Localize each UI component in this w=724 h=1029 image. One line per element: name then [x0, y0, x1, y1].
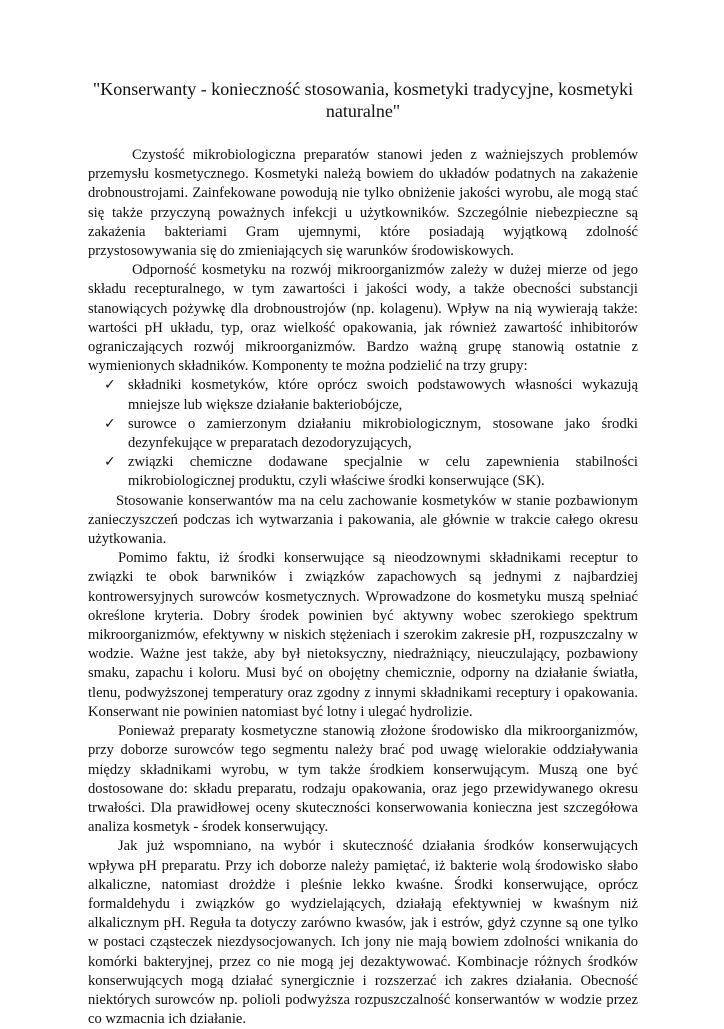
paragraph-interactions: Ponieważ preparaty kosmetyczne stanowią złożone środowisko dla mikroorganizmów, przy doborze surowców tego segmentu należy brać pod uwagę wielorakie oddziaływania między składnikami wyrobu, w tym także środkiem konserwującym. Muszą one być dostosowane do: składu preparatu, rodzaju opakowania, oraz jego przewidywanego okresu trwałości. Dla prawidłowej oceny skuteczności konserwowania konieczna jest szczegółowa analiza kosmetyk - środek konserwujący. — [88, 723, 638, 836]
list-item — [104, 415, 638, 453]
list-item — [104, 376, 638, 414]
paragraph-purpose: Stosowanie konserwantów ma na celu zachowanie kosmetyków w stanie pozbawionym zanieczyszczeń podczas ich wytwarzania i pakowania, ale głównie w trakcie całego okresu użytkowania. — [88, 492, 638, 548]
document-title: "Konserwanty - konieczność stosowania, kosmetyki tradycyjne, kosmetyki naturalne" — [92, 79, 634, 121]
paragraph-intro: Czystość mikrobiologiczna preparatów stanowi jeden z ważniejszych problemów przemysłu kosmetycznego. Kosmetyki należą bowiem do układów podatnych na zakażenie drobnoustrojami. Zainfekowane powodują nie tylko obniżenie jakości wyrobu, ale mogą stać się także przyczyną poważnych infekcji u użytkowników. Szczególnie niebezpieczne są zakażenia bakteriami Gram ujemnymi, które posiadają wyjątkową zdolność przystosowywania się do zmieniających się warunków środowiskowych. — [88, 147, 638, 260]
paragraph-criteria: Pomimo faktu, iż środki konserwujące są nieodzownymi składnikami receptur to związki te obok barwników i związków zapachowych są jednymi z najbardziej kontrowersyjnych surowców kosmetycznych. Wprowadzone do kosmetyku muszą spełniać określone kryteria. Dobry środek powinien być aktywny wobec szerokiego spektrum mikroorganizmów, efektywny w niskich stężeniach i szerokim zakresie pH, rozpuszczalny w wodzie. Ważne jest także, aby był nietoksyczny, niedrażniący, nieuczulający, pozbawiony smaku, zapachu i koloru. Musi być on obojętny chemicznie, odporny na działanie światła, tlenu, podwyższonej temperatury oraz zgodny z innymi składnikami receptury i opakowania. Konserwant nie powinien natomiast być lotny i ulegać hydrolizie. — [88, 550, 638, 720]
checkmark-icon: ✓ — [104, 454, 116, 471]
list-item-text: surowce o zamierzonym działaniu mikrobiologicznym, stosowane jako środki dezynfekujące w preparatach dezodoryzujących, — [128, 415, 638, 452]
list-item-text: związki chemiczne dodawane specjalnie w celu zapewnienia stabilności mikrobiologicznej produktu, czyli właściwe środki konserwujące (SK). — [128, 454, 638, 490]
checkmark-icon: ✓ — [104, 377, 116, 394]
list-item — [104, 453, 638, 491]
paragraph-ph: Jak już wspomniano, na wybór i skuteczność działania środków konserwujących wpływa pH preparatu. Przy ich doborze należy pamiętać, iż bakterie wolą środowisko słabo alkaliczne, natomiast drożdże i pleśnie lekko kwaśne. Środki konserwujące, oprócz formaldehydu i związków go wydzielających, działają efektywniej w kwaśnym niż alkalicznym pH. Reguła ta dotyczy zarówno kwasów, jak i estrów, gdyż czynne są one tylko w postaci cząsteczek niezdysocjowanych. Ich jony nie mają bowiem zdolności wnikania do komórki bakteryjnej, przez co nie mogą jej dezaktywować. Kombinacje różnych środków konserwujących mogą działać synergicznie i rozszerzać ich zakres działania. Obecność niektórych surowców np. polioli podwyższa rozpuszczalność konserwantów w wodzie przez co wzmacnia ich działanie. — [88, 838, 638, 1028]
paragraph-resistance: Odporność kosmetyku na rozwój mikroorganizmów zależy w dużej mierze od jego składu recepturalnego, w tym zawartości i jakości wody, a także obecności substancji stanowiących pożywkę dla drobnoustrojów (np. kolagenu). Wpływ na nią wywierają także: wartości pH układu, typ, oraz wielkość opakowania, jak również zawartość inhibitorów ograniczających rozwój mikroorganizmów. Bardzo ważną grupę stanowią ostatnie z wymienionych składników. Komponenty te można podzielić na trzy grupy: — [88, 262, 638, 375]
checkmark-icon: ✓ — [104, 415, 116, 432]
list-item-text: składniki kosmetyków, które oprócz swoich podstawowych własności wykazują mniejsze lub większe działanie bakteriobójcze, — [128, 377, 638, 413]
preservative-groups-list — [88, 376, 638, 491]
